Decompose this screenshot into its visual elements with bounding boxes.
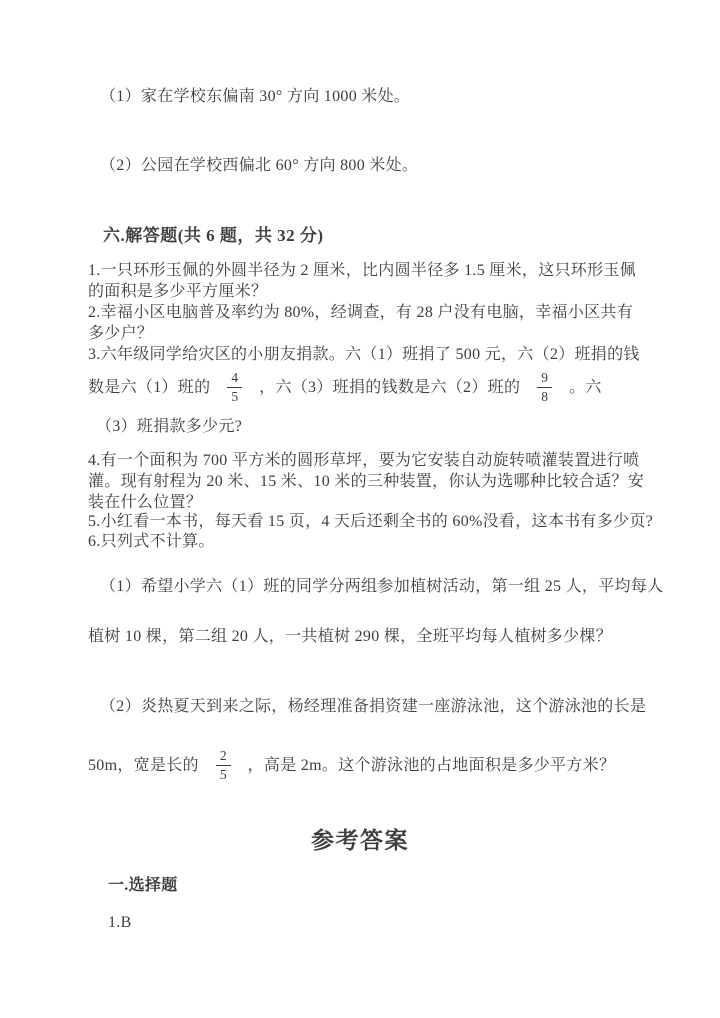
answers-title: 参考答案 [311, 828, 409, 853]
section-six-heading: 六.解答题(共 6 题，共 32 分) [103, 226, 324, 245]
question-6-sub2-line-2-seg1: 50m，宽是长的 [88, 756, 199, 774]
question-6-sub2-line-2-seg2: ，高是 2m。这个游泳池的占地面积是多少平方米？ [247, 756, 616, 774]
question-4-line-3: 装在什么位置？ [88, 494, 203, 511]
question-3-line-2-seg2: ，六（3）班捐的钱数是六（2）班的 [259, 378, 521, 396]
location-statement-2: （2）公园在学校西偏北 60° 方向 800 米处。 [100, 157, 419, 174]
question-6-sub1-line-1: （1）希望小学六（1）班的同学分两组参加植树活动，第一组 25 人，平均每人 [100, 578, 664, 595]
answer-item-1: 1.B [108, 914, 132, 931]
fraction-denominator: 8 [541, 388, 549, 404]
location-statement-1: （1）家在学校东偏南 30° 方向 1000 米处。 [100, 88, 411, 105]
question-2-line-2: 多少户？ [88, 325, 154, 342]
question-3-line-3: （3）班捐款多少元? [96, 418, 243, 435]
question-3-line-2-seg3: 。六 [569, 378, 602, 396]
fraction-two-fifths [216, 748, 231, 782]
question-6-sub2-line-1: （2）炎热夏天到来之际，杨经理准备捐资建一座游泳池，这个游泳池的长是 [100, 698, 647, 715]
question-2-line-1: 2.幸福小区电脑普及率约为 80%，经调查，有 28 户没有电脑，幸福小区共有 [88, 304, 634, 321]
question-1-line-1: 1.一只环形玉佩的外圆半径为 2 厘米，比内圆半径多 1.5 厘米，这只环形玉佩 [88, 262, 637, 279]
fraction-denominator: 5 [219, 766, 227, 782]
question-3-line-2-seg1: 数是六（1）班的 [88, 378, 211, 396]
question-4-line-2: 灌。现有射程为 20 米、15 米、10 米的三种装置，你认为选哪种比较合适？安 [88, 473, 645, 490]
fraction-four-fifths [227, 370, 242, 404]
question-6-sub2-line-2 [88, 744, 615, 786]
fraction-nine-eighths [537, 370, 552, 404]
fraction-numerator: 4 [227, 370, 242, 388]
question-6-line-1: 6.只列式不计算。 [88, 533, 215, 550]
fraction-numerator: 2 [216, 748, 231, 766]
fraction-numerator: 9 [537, 370, 552, 388]
question-6-sub1-line-2: 植树 10 棵，第二组 20 人，一共植树 290 棵，全班平均每人植树多少棵？ [88, 628, 613, 645]
question-5-line-1: 5.小红看一本书，每天看 15 页，4 天后还剩全书的 60%没看，这本书有多少页? [88, 513, 654, 530]
fraction-denominator: 5 [231, 388, 239, 404]
question-3-line-1: 3.六年级同学给灾区的小朋友捐款。六（1）班捐了 500 元，六（2）班捐的钱 [88, 346, 640, 363]
question-4-line-1: 4.有一个面积为 700 平方米的圆形草坪，要为它安装自动旋转喷灌装置进行喷 [88, 452, 640, 469]
question-1-line-2: 的面积是多少平方厘米？ [88, 283, 268, 300]
question-3-line-2 [88, 366, 602, 408]
answers-section-one-heading: 一.选择题 [108, 877, 178, 894]
